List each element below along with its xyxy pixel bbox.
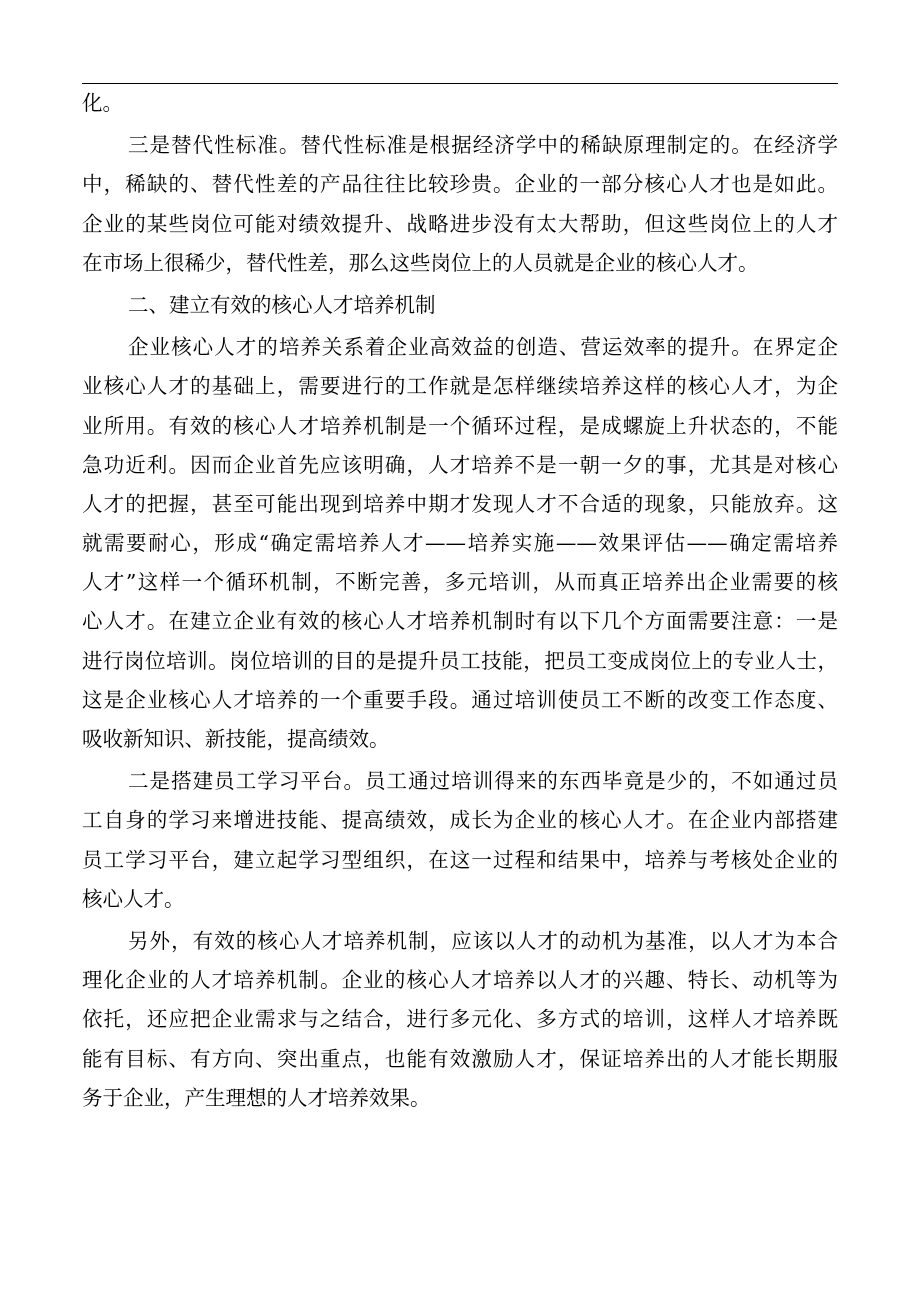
text-line: 人才的把握，甚至可能出现到培养中期才发现人才不合适的现象，只能放弃。这 xyxy=(82,491,838,516)
text-line: 员工学习平台，建立起学习型组织，在这一过程和结果中，培养与考核处企业的 xyxy=(82,847,838,872)
text-line: 急功近利。因而企业首先应该明确，人才培养不是一朝一夕的事，尤其是对核心 xyxy=(82,452,838,477)
text-line: 企业的某些岗位可能对绩效提升、战略进步没有太大帮助，但这些岗位上的人才 xyxy=(82,211,838,236)
paragraph-training-mechanism xyxy=(82,328,838,759)
text-line: 化。 xyxy=(82,91,123,115)
text-line: 核心人才。 xyxy=(82,886,185,911)
text-line: 业所用。有效的核心人才培养机制是一个循环过程，是成螺旋上升状态的，不能 xyxy=(82,413,838,438)
text-line: 心人才。在建立企业有效的核心人才培养机制时有以下几个方面需要注意：一是 xyxy=(82,609,838,634)
text-line: 依托，还应把企业需求与之结合，进行多元化、多方式的培训，这样人才培养既 xyxy=(82,1007,838,1032)
text-line: 能有目标、有方向、突出重点，也能有效激励人才，保证培养出的人才能长期服 xyxy=(82,1046,838,1071)
text-line: 二是搭建员工学习平台。员工通过培训得来的东西毕竟是少的，不如通过员 xyxy=(128,769,838,794)
text-line: 中，稀缺的、替代性差的产品往往比较珍贵。企业的一部分核心人才也是如此。 xyxy=(82,172,838,197)
text-line: 理化企业的人才培养机制。企业的核心人才培养以人才的兴趣、特长、动机等为 xyxy=(82,968,838,993)
body-text xyxy=(82,84,838,1118)
section-heading-text: 二、建立有效的核心人才培养机制 xyxy=(128,292,436,317)
text-line: 工自身的学习来增进技能、提高绩效，成长为企业的核心人才。在企业内部搭建 xyxy=(82,808,838,833)
text-line: 企业核心人才的培养关系着企业高效益的创造、营运效率的提升。在界定企 xyxy=(128,335,838,360)
text-line: 这是企业核心人才培养的一个重要手段。通过培训使员工不断的改变工作态度、 xyxy=(82,687,838,712)
text-line: 业核心人才的基础上，需要进行的工作就是怎样继续培养这样的核心人才，为企 xyxy=(82,374,838,399)
text-line: 人才”这样一个循环机制，不断完善，多元培训，从而真正培养出企业需要的核 xyxy=(82,570,838,595)
paragraph-continuation xyxy=(82,84,838,123)
text-line: 进行岗位培训。岗位培训的目的是提升员工技能，把员工变成岗位上的专业人士， xyxy=(82,648,838,673)
text-line: 务于企业，产生理想的人才培养效果。 xyxy=(82,1085,431,1110)
text-line: 就需要耐心，形成“确定需培养人才——培养实施——效果评估——确定需培养 xyxy=(82,531,838,556)
text-line: 吸收新知识、新技能，提高绩效。 xyxy=(82,727,390,751)
text-line: 三是替代性标准。替代性标准是根据经济学中的稀缺原理制定的。在经济学 xyxy=(128,133,838,158)
paragraph-learning-platform xyxy=(82,762,838,919)
paragraph-substitution-standard xyxy=(82,126,838,283)
text-line: 另外，有效的核心人才培养机制，应该以人才的动机为基准，以人才为本合 xyxy=(128,928,838,953)
paragraph-motivation-based xyxy=(82,922,838,1118)
text-line: 在市场上很稀少，替代性差，那么这些岗位上的人员就是企业的核心人才。 xyxy=(82,250,759,275)
section-heading xyxy=(82,286,838,325)
